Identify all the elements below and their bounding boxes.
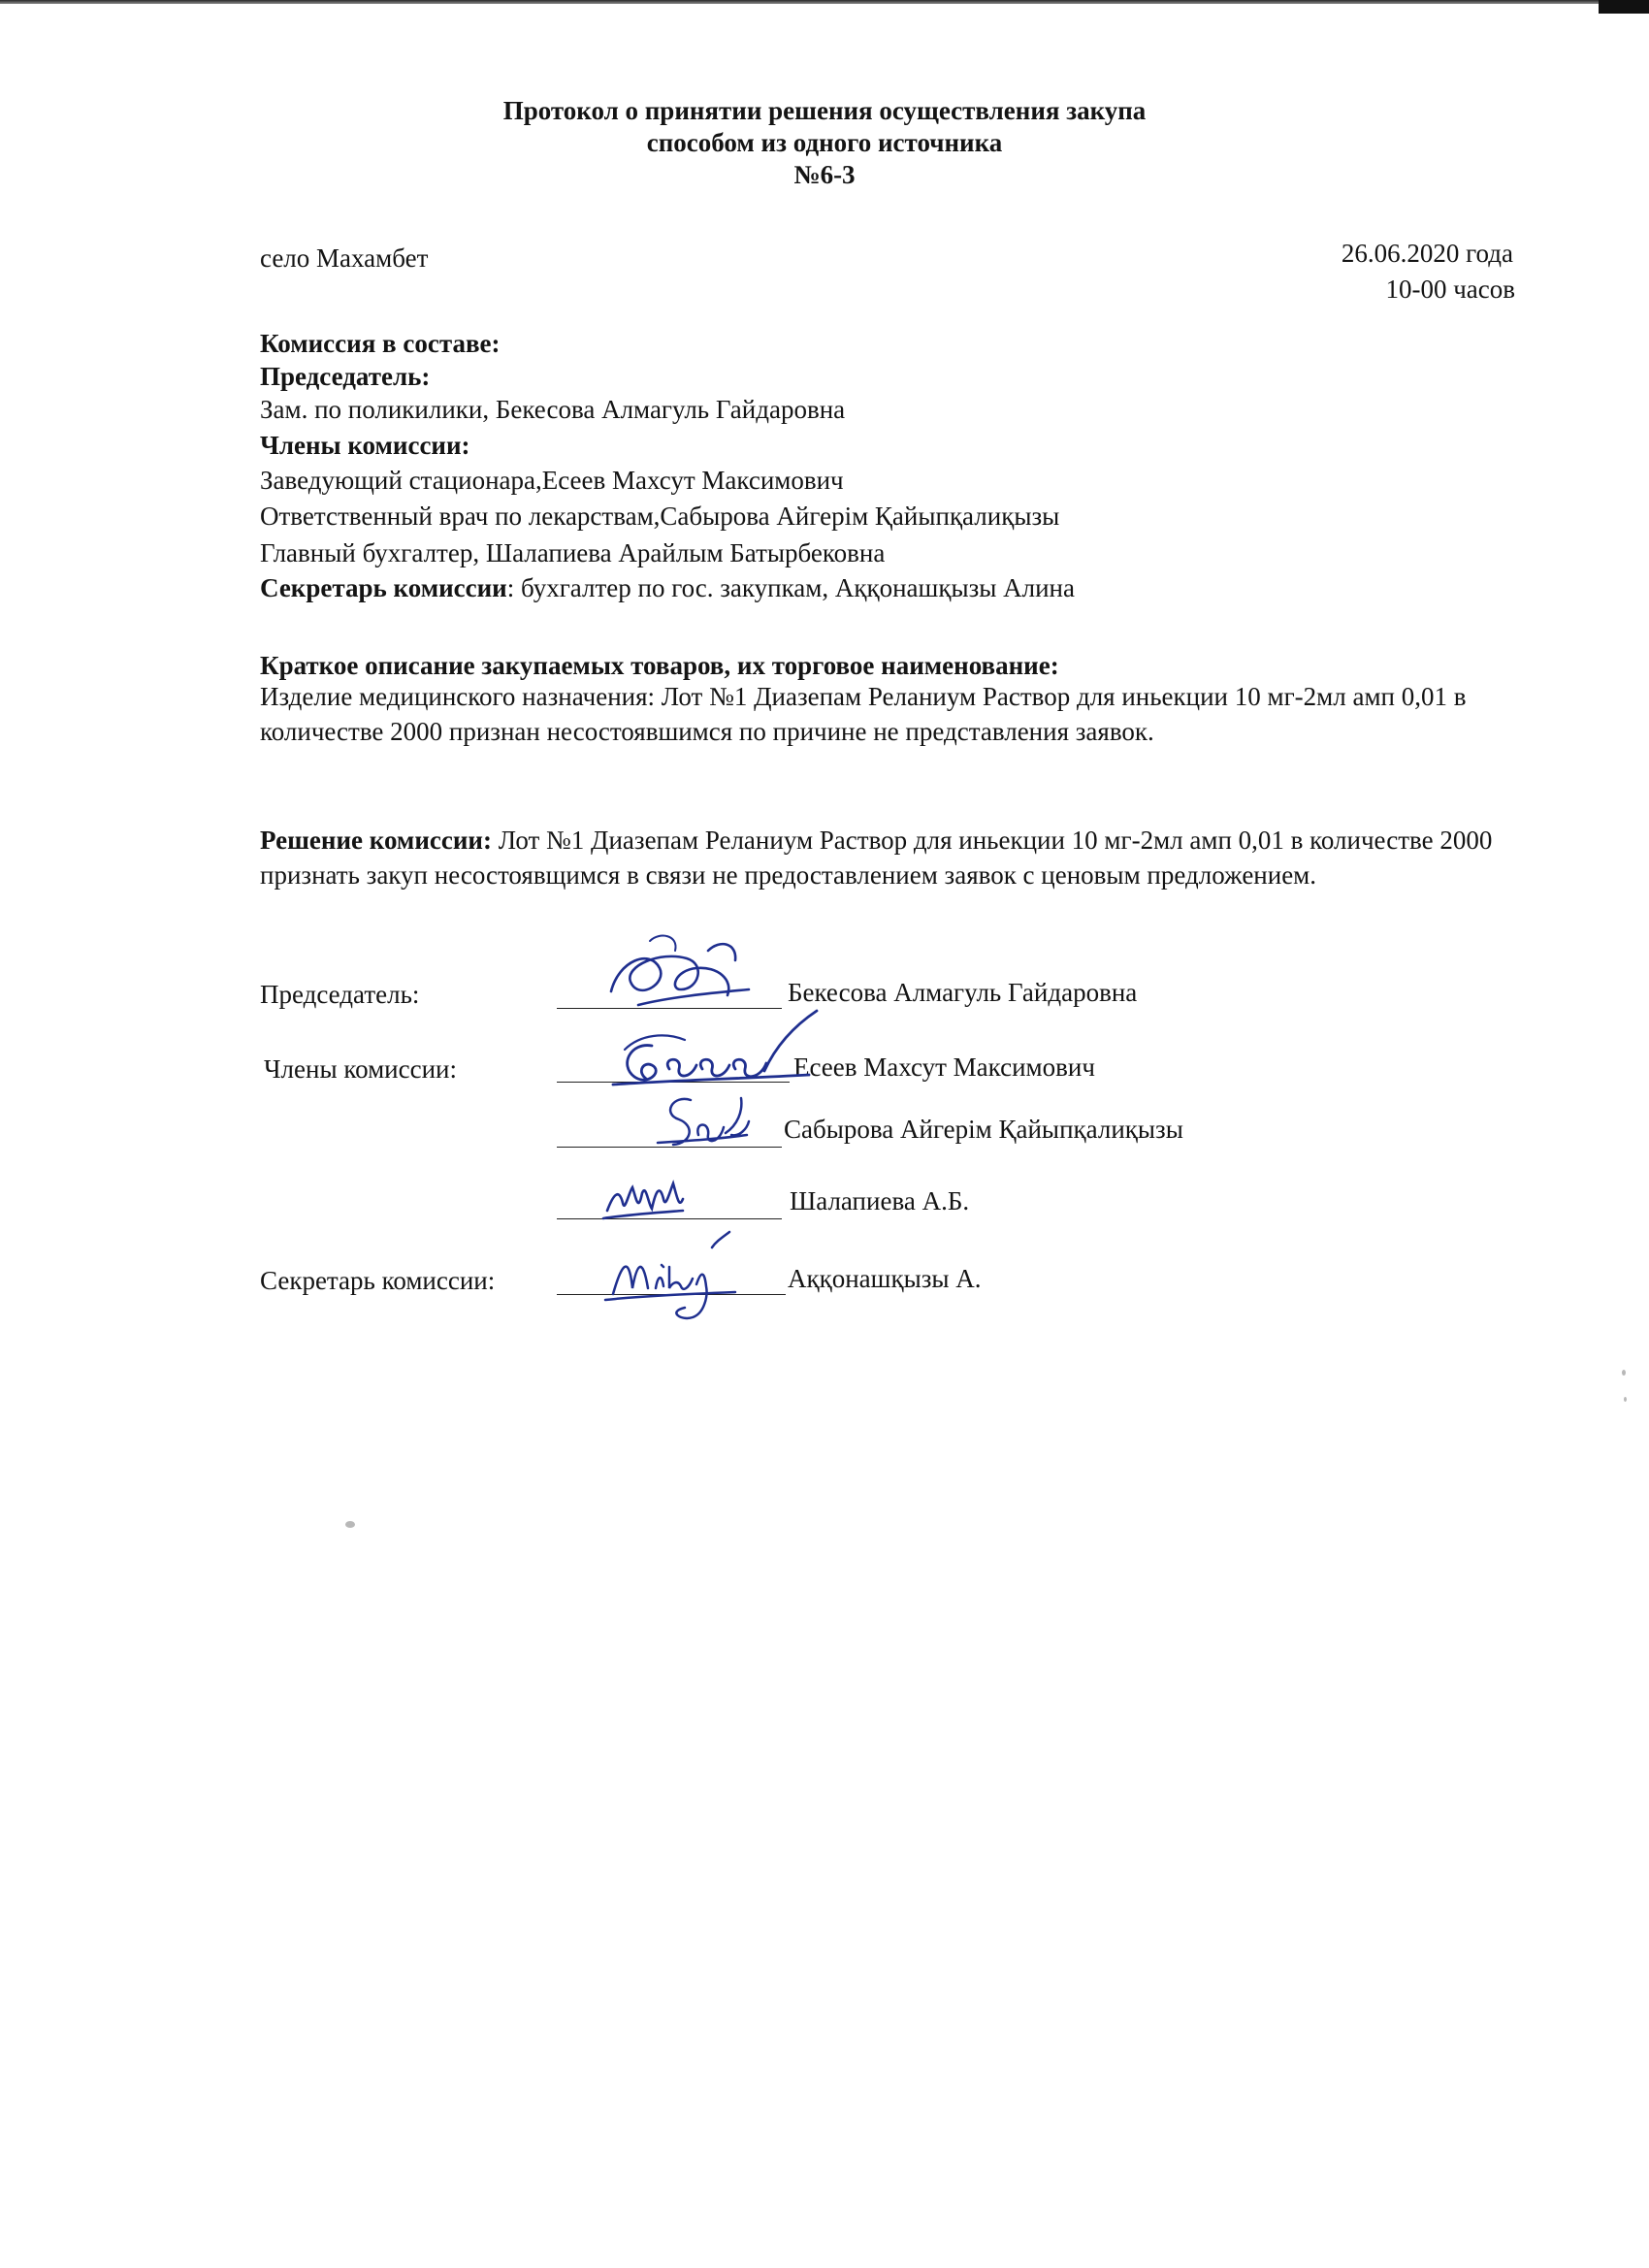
title-line-1: Протокол о принятии решения осуществления закупа xyxy=(502,96,1147,125)
secretary-text: : бухгалтер по гос. закупкам, Аққонашқызы Алина xyxy=(506,573,1075,602)
member-entry: Главный бухгалтер, Шалапиева Арайлым Батырбековна xyxy=(260,538,886,567)
decision-label: Решение комиссии: xyxy=(260,826,492,855)
decision-paragraph xyxy=(260,823,1527,892)
secretary-entry xyxy=(260,570,1075,605)
time: 10-00 часов xyxy=(1385,275,1515,304)
sig-chair-name: Бекесова Алмагуль Гайдаровна xyxy=(788,978,1138,1007)
sig-members-label: Члены комиссии: xyxy=(264,1054,457,1084)
decision-text: Лот №1 Диазепам Реланиум Раствор для иньекции 10 мг-2мл амп 0,01 в количестве 2000 признать закуп несостоявщимся в связи не предоставлением заявок с ценовым предложением. xyxy=(260,826,1493,890)
member-entry: Заведующий стационара,Есеев Махсут Максимович xyxy=(260,466,844,495)
secretary-signature xyxy=(599,1228,745,1325)
description-text: Изделие медицинского назначения: Лот №1 Диазепам Реланиум Раствор для иньекции 10 мг-2мл амп 0,01 в количестве 2000 признан несостоявшимся по причине не представления заявок. xyxy=(260,682,1467,746)
members-label: Члены комиссии: xyxy=(260,431,470,460)
document-title xyxy=(0,95,1649,191)
protocol-number: №6-3 xyxy=(793,160,856,189)
scan-edge xyxy=(0,0,1649,4)
scan-speck xyxy=(345,1521,355,1528)
chair-entry: Зам. по поликилики, Бекесова Алмагуль Гайдаровна xyxy=(260,395,846,424)
place: село Махамбет xyxy=(260,243,429,273)
scan-speck xyxy=(1622,1370,1626,1376)
sig-member2-name: Сабырова Айгерім Қайыпқалиқызы xyxy=(784,1115,1183,1144)
scan-speck xyxy=(1624,1397,1627,1402)
member-entry: Ответственный врач по лекарствам,Сабырова Айгерім Қайыпқалиқызы xyxy=(260,502,1060,531)
member2-signature xyxy=(640,1086,757,1154)
chair-label: Председатель: xyxy=(260,362,431,391)
commission-heading: Комиссия в составе: xyxy=(260,329,501,358)
scan-corner-mark xyxy=(1599,0,1649,14)
member3-signature xyxy=(599,1170,687,1228)
sig-member3-name: Шалапиева А.Б. xyxy=(790,1186,970,1215)
secretary-label: Секретарь комиссии xyxy=(260,573,507,602)
description-heading: Краткое описание закупаемых товаров, их торговое наименование: xyxy=(260,651,1059,680)
date: 26.06.2020 года xyxy=(1341,239,1513,268)
sig-secretary-label: Секретарь комиссии: xyxy=(260,1266,496,1295)
sig-member1-name: Есеев Махсут Максимович xyxy=(793,1053,1095,1082)
sig-secretary-name: Аққонашқызы А. xyxy=(788,1264,982,1293)
title-line-2: способом из одного источника xyxy=(646,128,1003,157)
sig-chair-label: Председатель: xyxy=(260,980,420,1009)
